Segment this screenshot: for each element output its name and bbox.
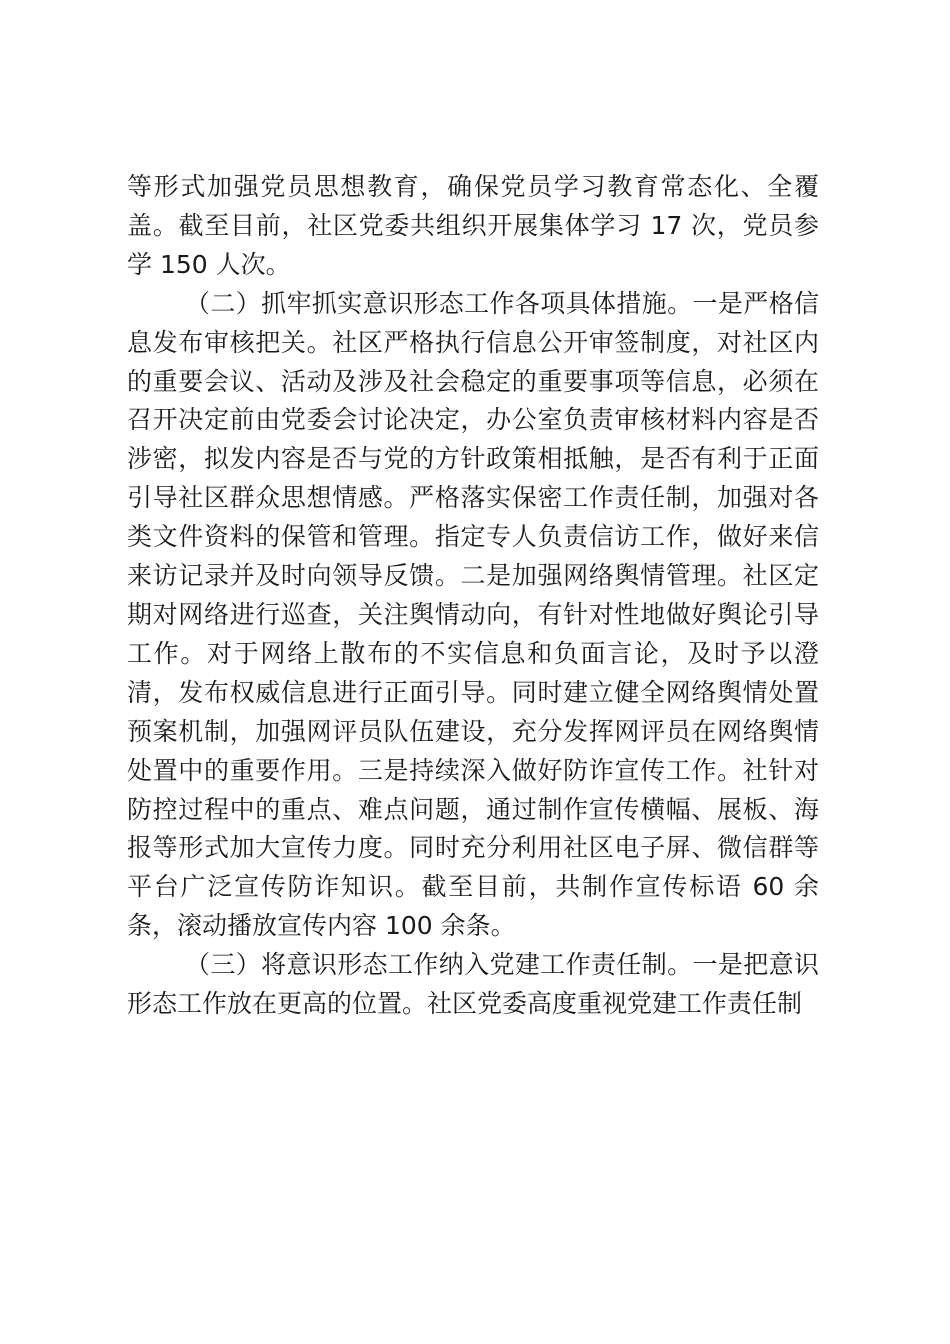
body-text xyxy=(127,168,819,1024)
paragraph-section-three: （三）将意识形态工作纳入党建工作责任制。一是把意识形态工作放在更高的位置。社区党委高度重视党建工作责任制 xyxy=(127,950,819,1019)
paragraph-continuation: 等形式加强党员思想教育，确保党员学习教育常态化、全覆盖。截至目前，社区党委共组织开展集体学习 17 次，党员参学 150 人次。 xyxy=(127,172,819,279)
paragraph-section-two: （二）抓牢抓实意识形态工作各项具体措施。一是严格信息发布审核把关。社区严格执行信息公开审签制度，对社区内的重要会议、活动及涉及社会稳定的重要事项等信息，必须在召开决定前由党委会讨论决定，办公室负责审核材料内容是否涉密，拟发内容是否与党的方针政策相抵触，是否有利于正面引导社区群众思想情感。严格落实保密工作责任制，加强对各类文件资料的保管和管理。指定专人负责信访工作，做好来信来访记录并及时向领导反馈。二是加强网络舆情管理。社区定期对网络进行巡查，关注舆情动向，有针对性地做好舆论引导工作。对于网络上散布的不实信息和负面言论，及时予以澄清，发布权威信息进行正面引导。同时建立健全网络舆情处置预案机制，加强网评员队伍建设，充分发挥网评员在网络舆情处置中的重要作用。三是持续深入做好防诈宣传工作。社针对防控过程中的重点、难点问题，通过制作宣传横幅、展板、海报等形式加大宣传力度。同时充分利用社区电子屏、微信群等平台广泛宣传防诈知识。截至目前，共制作宣传标语 60 余条，滚动播放宣传内容 100 余条。 xyxy=(127,288,819,941)
